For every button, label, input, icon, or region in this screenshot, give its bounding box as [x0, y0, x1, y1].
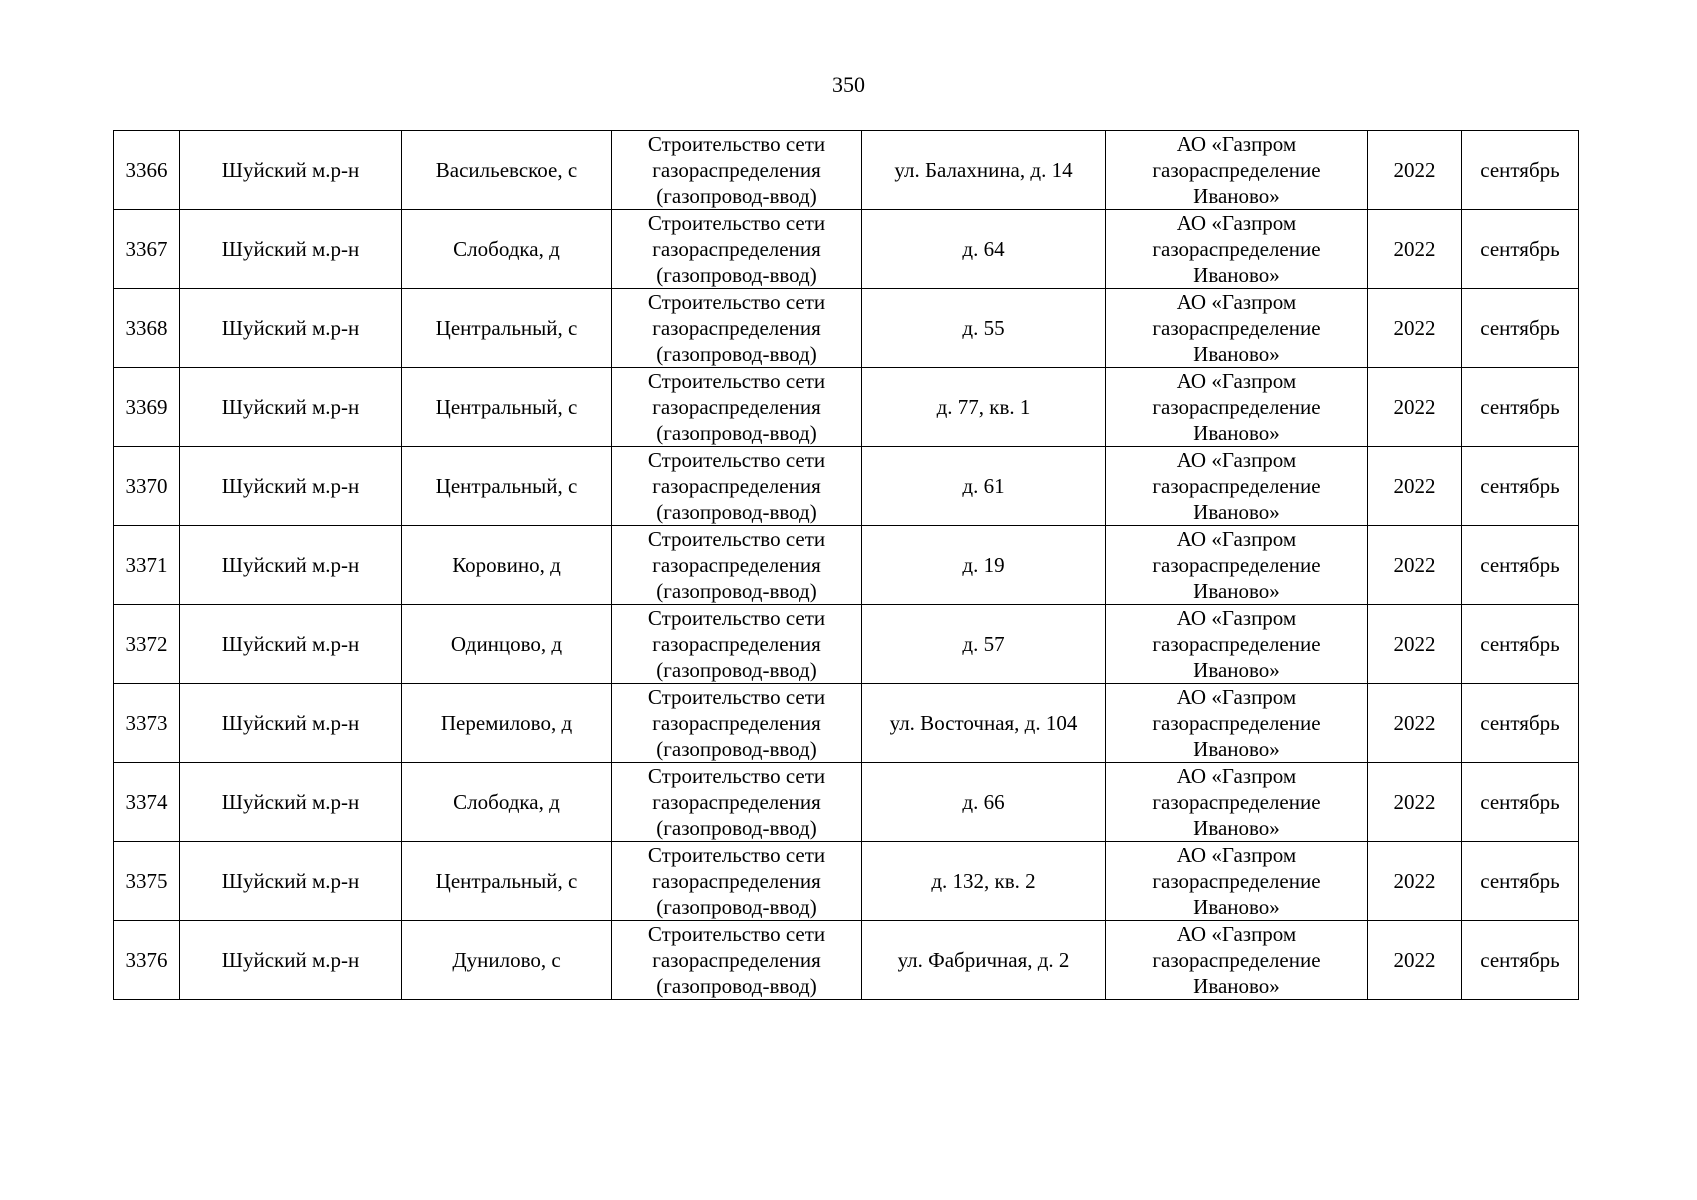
locality-cell: Слободка, д	[402, 763, 612, 842]
address-cell: д. 61	[862, 447, 1106, 526]
address-cell: ул. Фабричная, д. 2	[862, 921, 1106, 1000]
year-cell: 2022	[1368, 842, 1462, 921]
address-cell: д. 64	[862, 210, 1106, 289]
year-cell: 2022	[1368, 763, 1462, 842]
organization-cell: АО «Газпром газораспределение Иваново»	[1106, 763, 1368, 842]
organization-cell: АО «Газпром газораспределение Иваново»	[1106, 605, 1368, 684]
table-body	[114, 131, 1579, 1000]
year-cell: 2022	[1368, 210, 1462, 289]
month-cell: сентябрь	[1462, 526, 1579, 605]
locality-cell: Коровино, д	[402, 526, 612, 605]
year-cell: 2022	[1368, 447, 1462, 526]
month-cell: сентябрь	[1462, 289, 1579, 368]
table-row	[114, 605, 1579, 684]
district-cell: Шуйский м.р-н	[180, 684, 402, 763]
row-number-cell: 3367	[114, 210, 180, 289]
organization-cell: АО «Газпром газораспределение Иваново»	[1106, 210, 1368, 289]
organization-cell: АО «Газпром газораспределение Иваново»	[1106, 289, 1368, 368]
district-cell: Шуйский м.р-н	[180, 605, 402, 684]
month-cell: сентябрь	[1462, 842, 1579, 921]
row-number-cell: 3366	[114, 131, 180, 210]
row-number-cell: 3374	[114, 763, 180, 842]
district-cell: Шуйский м.р-н	[180, 526, 402, 605]
work-type-cell: Строительство сети газораспределения (газопровод-ввод)	[612, 289, 862, 368]
organization-cell: АО «Газпром газораспределение Иваново»	[1106, 447, 1368, 526]
table-row	[114, 131, 1579, 210]
district-cell: Шуйский м.р-н	[180, 368, 402, 447]
district-cell: Шуйский м.р-н	[180, 921, 402, 1000]
work-type-cell: Строительство сети газораспределения (газопровод-ввод)	[612, 368, 862, 447]
district-cell: Шуйский м.р-н	[180, 447, 402, 526]
organization-cell: АО «Газпром газораспределение Иваново»	[1106, 131, 1368, 210]
table-row	[114, 289, 1579, 368]
address-cell: ул. Балахнина, д. 14	[862, 131, 1106, 210]
gas-connection-table	[113, 130, 1579, 1000]
district-cell: Шуйский м.р-н	[180, 842, 402, 921]
row-number-cell: 3370	[114, 447, 180, 526]
work-type-cell: Строительство сети газораспределения (газопровод-ввод)	[612, 763, 862, 842]
work-type-cell: Строительство сети газораспределения (газопровод-ввод)	[612, 605, 862, 684]
month-cell: сентябрь	[1462, 684, 1579, 763]
row-number-cell: 3372	[114, 605, 180, 684]
table-row	[114, 368, 1579, 447]
address-cell: д. 57	[862, 605, 1106, 684]
work-type-cell: Строительство сети газораспределения (газопровод-ввод)	[612, 526, 862, 605]
locality-cell: Центральный, с	[402, 368, 612, 447]
row-number-cell: 3375	[114, 842, 180, 921]
work-type-cell: Строительство сети газораспределения (газопровод-ввод)	[612, 447, 862, 526]
row-number-cell: 3369	[114, 368, 180, 447]
table-row	[114, 684, 1579, 763]
work-type-cell: Строительство сети газораспределения (газопровод-ввод)	[612, 131, 862, 210]
table-row	[114, 763, 1579, 842]
locality-cell: Центральный, с	[402, 842, 612, 921]
row-number-cell: 3373	[114, 684, 180, 763]
locality-cell: Слободка, д	[402, 210, 612, 289]
address-cell: ул. Восточная, д. 104	[862, 684, 1106, 763]
address-cell: д. 77, кв. 1	[862, 368, 1106, 447]
address-cell: д. 132, кв. 2	[862, 842, 1106, 921]
organization-cell: АО «Газпром газораспределение Иваново»	[1106, 526, 1368, 605]
year-cell: 2022	[1368, 684, 1462, 763]
locality-cell: Перемилово, д	[402, 684, 612, 763]
month-cell: сентябрь	[1462, 210, 1579, 289]
table-row	[114, 210, 1579, 289]
month-cell: сентябрь	[1462, 368, 1579, 447]
address-cell: д. 55	[862, 289, 1106, 368]
table-row	[114, 526, 1579, 605]
month-cell: сентябрь	[1462, 763, 1579, 842]
year-cell: 2022	[1368, 605, 1462, 684]
year-cell: 2022	[1368, 368, 1462, 447]
table-row	[114, 921, 1579, 1000]
district-cell: Шуйский м.р-н	[180, 210, 402, 289]
table-row	[114, 842, 1579, 921]
page-number: 350	[832, 72, 865, 97]
district-cell: Шуйский м.р-н	[180, 131, 402, 210]
row-number-cell: 3371	[114, 526, 180, 605]
organization-cell: АО «Газпром газораспределение Иваново»	[1106, 921, 1368, 1000]
work-type-cell: Строительство сети газораспределения (газопровод-ввод)	[612, 210, 862, 289]
locality-cell: Центральный, с	[402, 289, 612, 368]
locality-cell: Васильевское, с	[402, 131, 612, 210]
organization-cell: АО «Газпром газораспределение Иваново»	[1106, 368, 1368, 447]
organization-cell: АО «Газпром газораспределение Иваново»	[1106, 842, 1368, 921]
month-cell: сентябрь	[1462, 921, 1579, 1000]
year-cell: 2022	[1368, 526, 1462, 605]
address-cell: д. 66	[862, 763, 1106, 842]
district-cell: Шуйский м.р-н	[180, 763, 402, 842]
locality-cell: Одинцово, д	[402, 605, 612, 684]
month-cell: сентябрь	[1462, 447, 1579, 526]
address-cell: д. 19	[862, 526, 1106, 605]
table-row	[114, 447, 1579, 526]
work-type-cell: Строительство сети газораспределения (газопровод-ввод)	[612, 921, 862, 1000]
locality-cell: Центральный, с	[402, 447, 612, 526]
year-cell: 2022	[1368, 921, 1462, 1000]
month-cell: сентябрь	[1462, 131, 1579, 210]
year-cell: 2022	[1368, 131, 1462, 210]
organization-cell: АО «Газпром газораспределение Иваново»	[1106, 684, 1368, 763]
work-type-cell: Строительство сети газораспределения (газопровод-ввод)	[612, 684, 862, 763]
locality-cell: Дунилово, с	[402, 921, 612, 1000]
row-number-cell: 3376	[114, 921, 180, 1000]
month-cell: сентябрь	[1462, 605, 1579, 684]
work-type-cell: Строительство сети газораспределения (газопровод-ввод)	[612, 842, 862, 921]
year-cell: 2022	[1368, 289, 1462, 368]
row-number-cell: 3368	[114, 289, 180, 368]
district-cell: Шуйский м.р-н	[180, 289, 402, 368]
